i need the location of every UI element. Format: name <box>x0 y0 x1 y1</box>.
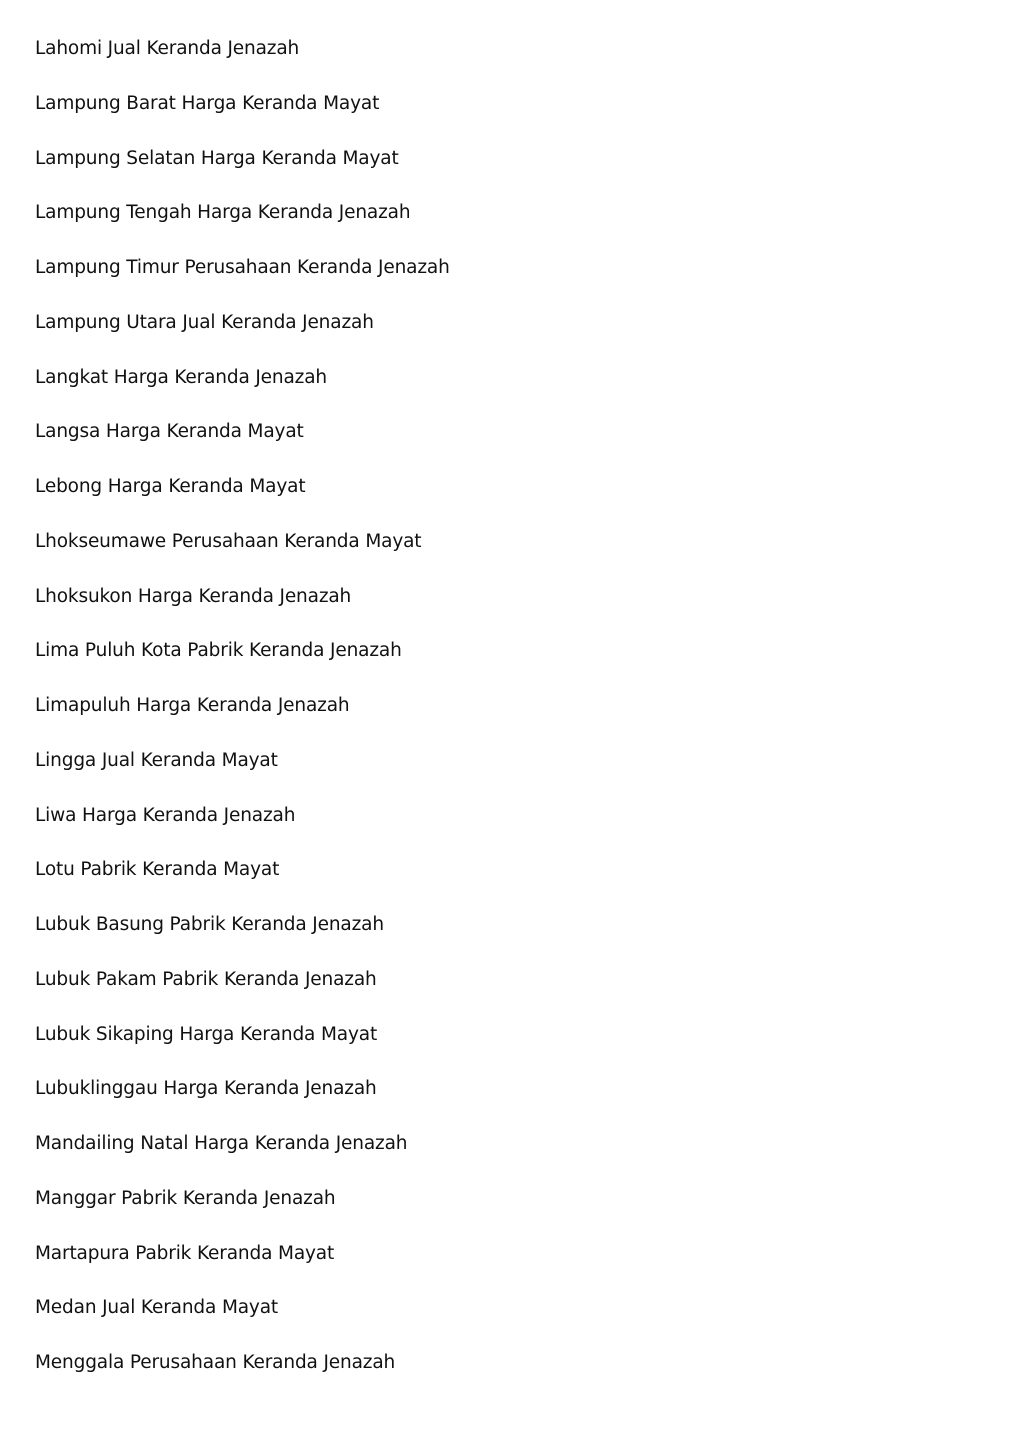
list-item: Lampung Barat Harga Keranda Mayat <box>35 92 380 114</box>
list-item: Limapuluh Harga Keranda Jenazah <box>35 695 350 716</box>
list-item: Menggala Perusahaan Keranda Jenazah <box>35 1352 396 1373</box>
list-item: Lahomi Jual Keranda Jenazah <box>35 38 300 59</box>
list-item: Mandailing Natal Harga Keranda Jenazah <box>35 1133 408 1154</box>
list-item: Lubuk Sikaping Harga Keranda Mayat <box>35 1023 378 1045</box>
list-item: Lampung Timur Perusahaan Keranda Jenazah <box>35 257 450 278</box>
list-item: Lingga Jual Keranda Mayat <box>35 749 278 771</box>
list-item: Lhoksukon Harga Keranda Jenazah <box>35 585 352 607</box>
list-item: Lima Puluh Kota Pabrik Keranda Jenazah <box>35 640 402 662</box>
list-item: Lampung Tengah Harga Keranda Jenazah <box>35 202 411 224</box>
list-item: Martapura Pabrik Keranda Mayat <box>35 1242 335 1264</box>
list-item: Lebong Harga Keranda Mayat <box>35 476 306 497</box>
list-item: Lubuklinggau Harga Keranda Jenazah <box>35 1078 377 1100</box>
list-item: Lampung Utara Jual Keranda Jenazah <box>35 311 374 333</box>
list-item: Langkat Harga Keranda Jenazah <box>35 366 328 388</box>
list-item: Manggar Pabrik Keranda Jenazah <box>35 1187 336 1209</box>
list-item: Lampung Selatan Harga Keranda Mayat <box>35 147 399 169</box>
location-list <box>35 38 450 1407</box>
list-item: Medan Jual Keranda Mayat <box>35 1297 279 1319</box>
list-item: Liwa Harga Keranda Jenazah <box>35 804 296 826</box>
list-item: Langsa Harga Keranda Mayat <box>35 421 304 443</box>
list-item: Lubuk Pakam Pabrik Keranda Jenazah <box>35 968 377 990</box>
list-item: Lhokseumawe Perusahaan Keranda Mayat <box>35 530 422 552</box>
list-item: Lotu Pabrik Keranda Mayat <box>35 859 280 881</box>
list-item: Lubuk Basung Pabrik Keranda Jenazah <box>35 914 384 935</box>
